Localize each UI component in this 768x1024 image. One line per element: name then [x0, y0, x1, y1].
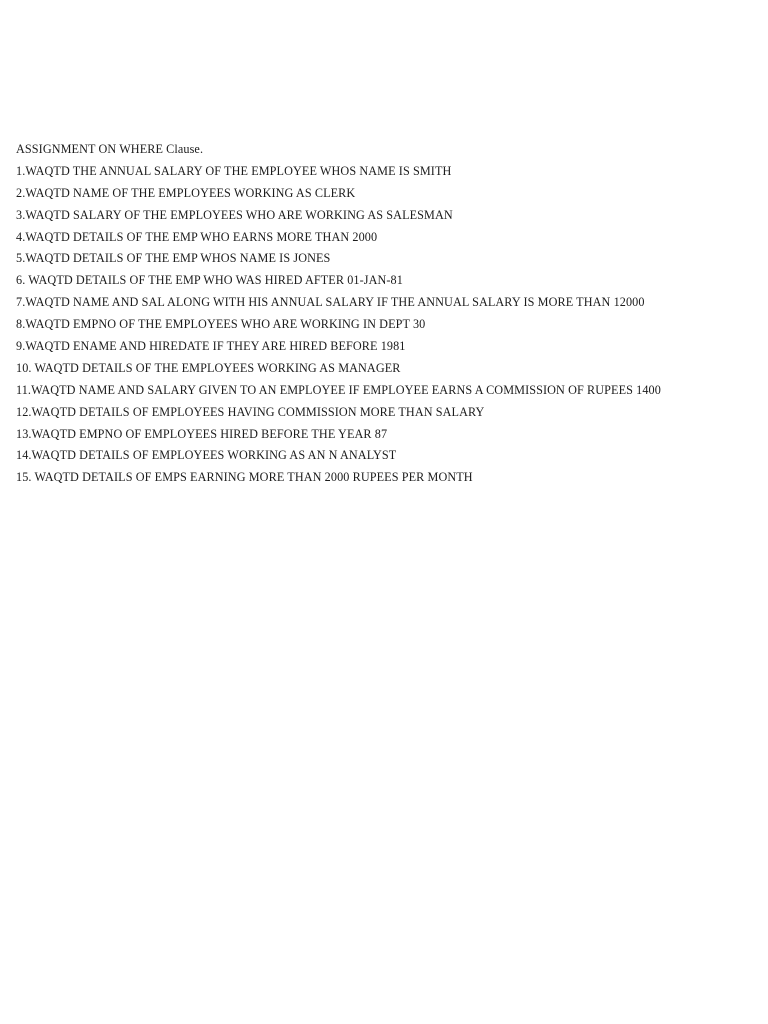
question-13: 13.WAQTD EMPNO OF EMPLOYEES HIRED BEFORE THE YEAR 87 [16, 426, 388, 441]
question-5: 5.WAQTD DETAILS OF THE EMP WHOS NAME IS JONES [16, 251, 331, 266]
question-10: 10. WAQTD DETAILS OF THE EMPLOYEES WORKING AS MANAGER [16, 360, 401, 375]
question-6: 6. WAQTD DETAILS OF THE EMP WHO WAS HIRED AFTER 01-JAN-81 [16, 273, 403, 288]
question-4: 4.WAQTD DETAILS OF THE EMP WHO EARNS MORE THAN 2000 [16, 229, 378, 244]
question-8: 8.WAQTD EMPNO OF THE EMPLOYEES WHO ARE WORKING IN DEPT 30 [16, 317, 426, 332]
question-9: 9.WAQTD ENAME AND HIREDATE IF THEY ARE HIRED BEFORE 1981 [16, 339, 406, 354]
question-11: 11.WAQTD NAME AND SALARY GIVEN TO AN EMPLOYEE IF EMPLOYEE EARNS A COMMISSION OF RUPEES 1400 [16, 382, 661, 397]
question-7: 7.WAQTD NAME AND SAL ALONG WITH HIS ANNUAL SALARY IF THE ANNUAL SALARY IS MORE THAN 12000 [16, 295, 645, 310]
question-3: 3.WAQTD SALARY OF THE EMPLOYEES WHO ARE WORKING AS SALESMAN [16, 207, 453, 222]
assignment-text [16, 139, 756, 489]
assignment-heading: ASSIGNMENT ON WHERE Clause. [16, 142, 204, 156]
question-2: 2.WAQTD NAME OF THE EMPLOYEES WORKING AS CLERK [16, 185, 356, 200]
question-1: 1.WAQTD THE ANNUAL SALARY OF THE EMPLOYEE WHOS NAME IS SMITH [16, 163, 452, 178]
question-12: 12.WAQTD DETAILS OF EMPLOYEES HAVING COMMISSION MORE THAN SALARY [16, 404, 485, 419]
question-14: 14.WAQTD DETAILS OF EMPLOYEES WORKING AS AN N ANALYST [16, 448, 397, 463]
question-15: 15. WAQTD DETAILS OF EMPS EARNING MORE THAN 2000 RUPEES PER MONTH [16, 470, 473, 485]
